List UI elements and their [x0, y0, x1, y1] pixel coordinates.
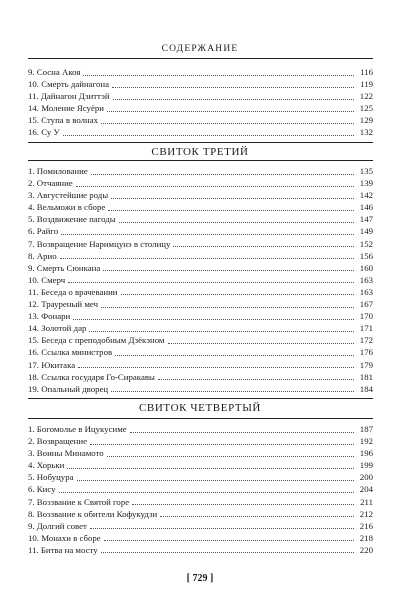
dot-leader	[78, 367, 354, 368]
toc-entry-title: 17. Юкитака	[28, 359, 76, 370]
toc-entry-title: 9. Смерть Сюнкана	[28, 262, 101, 273]
toc-entry	[28, 383, 373, 395]
dot-leader	[101, 552, 354, 553]
section-heading-scroll-three: СВИТОК ТРЕТИЙ	[151, 146, 249, 158]
toc-entry-page: 170	[359, 311, 373, 322]
dot-leader	[63, 135, 354, 136]
dot-leader	[112, 87, 354, 88]
dot-leader	[168, 343, 355, 344]
toc-entry	[28, 165, 373, 177]
toc-block-scroll-two	[28, 66, 373, 139]
dot-leader	[173, 246, 354, 247]
dot-leader	[119, 222, 354, 223]
section-heading-scroll-four: СВИТОК ЧЕТВЕРТЫЙ	[139, 402, 261, 414]
toc-entry-title: 2. Отчаяние	[28, 178, 73, 189]
toc-entry	[28, 435, 373, 447]
toc-entry-title: 18. Ссылка государя Го-Сиракавы	[28, 371, 155, 382]
toc-entry-page: 187	[359, 424, 373, 434]
toc-entry-title: 1. Помилование	[28, 166, 88, 176]
toc-entry	[28, 423, 373, 435]
toc-entry-page: 179	[359, 359, 373, 370]
toc-entry-title: 10. Монахи в сборе	[28, 532, 101, 543]
header-rule	[28, 58, 373, 59]
toc-entry	[28, 225, 373, 237]
toc-entry-page: 156	[359, 250, 373, 261]
toc-entry-title: 4. Хорьки	[28, 460, 65, 471]
toc-entry-page: 176	[359, 347, 373, 358]
section-heading-rule	[28, 160, 373, 161]
page-header: СОДЕРЖАНИЕ	[161, 44, 239, 54]
toc-entry-title: 3. Августейшие роды	[28, 190, 109, 201]
dot-leader	[83, 75, 354, 76]
toc-entry-page: 142	[359, 190, 373, 201]
toc-entry	[28, 346, 373, 358]
dot-leader	[90, 444, 354, 445]
toc-block-scroll-three	[28, 165, 373, 395]
toc-entry	[28, 114, 373, 126]
dot-leader	[77, 480, 355, 481]
page-number: [ 729 ]	[186, 573, 214, 584]
toc-entry	[28, 213, 373, 225]
dot-leader	[160, 516, 354, 517]
toc-entry	[28, 471, 373, 483]
dot-leader	[76, 186, 354, 187]
toc-entry-title: 9. Сосна Акоя	[28, 67, 81, 77]
toc-entry-page: 139	[359, 178, 373, 189]
toc-entry-page: 196	[359, 448, 373, 459]
section-divider	[28, 398, 373, 399]
toc-entry	[28, 66, 373, 78]
toc-entry-title: 4. Вельможи в сборе	[28, 202, 106, 213]
toc-entry	[28, 274, 373, 286]
toc-entry-title: 2. Возвращение	[28, 436, 87, 447]
toc-entry	[28, 250, 373, 262]
dot-leader	[107, 111, 354, 112]
toc-entry	[28, 532, 373, 544]
dot-leader	[89, 331, 354, 332]
toc-entry-page: 132	[359, 127, 373, 138]
dot-leader	[111, 391, 354, 392]
toc-entry	[28, 286, 373, 298]
toc-entry-title: 3. Воины Минамото	[28, 448, 104, 459]
dot-leader	[73, 319, 354, 320]
toc-entry-title: 13. Фонари	[28, 311, 71, 322]
toc-entry	[28, 189, 373, 201]
toc-entry-title: 10. Смерч	[28, 274, 66, 285]
dot-leader	[91, 174, 354, 175]
toc-entry-page: 135	[359, 166, 373, 176]
toc-entry-title: 11. Дайнагон Дзиттэй	[28, 91, 110, 102]
dot-leader	[101, 307, 354, 308]
toc-entry	[28, 238, 373, 250]
dot-leader	[115, 355, 354, 356]
toc-entry-page: 129	[359, 115, 373, 126]
toc-entry	[28, 483, 373, 495]
toc-entry-title: 5. Нобуцура	[28, 472, 74, 483]
dot-leader	[68, 282, 354, 283]
toc-entry-page: 216	[359, 520, 373, 531]
toc-entry-page: 212	[359, 508, 373, 519]
toc-entry-title: 14. Золотой дар	[28, 323, 87, 334]
toc-entry-title: 7. Возвращение Наримцунэ в столицу	[28, 238, 171, 249]
dot-leader	[104, 540, 354, 541]
dot-leader	[59, 492, 354, 493]
dot-leader	[90, 528, 354, 529]
toc-entry	[28, 262, 373, 274]
toc-entry-title: 16. Су У	[28, 127, 60, 138]
toc-entry-title: 6. Кису	[28, 484, 56, 495]
toc-entry	[28, 126, 373, 138]
toc-entry	[28, 371, 373, 383]
toc-entry	[28, 496, 373, 508]
toc-entry	[28, 298, 373, 310]
dot-leader	[60, 258, 354, 259]
toc-entry-page: 199	[359, 460, 373, 471]
toc-entry-page: 204	[359, 484, 373, 495]
toc-entry-page: 163	[359, 274, 373, 285]
toc-entry-page: 218	[359, 532, 373, 543]
section-divider	[28, 142, 373, 143]
toc-entry-title: 1. Богомолье в Ицукусиме	[28, 424, 127, 434]
toc-entry-page: 146	[359, 202, 373, 213]
toc-entry-title: 14. Моление Ясуёри	[28, 103, 104, 114]
toc-entry-page: 125	[359, 103, 373, 114]
toc-entry-title: 5. Воздвижение пагоды	[28, 214, 116, 225]
toc-block-scroll-four	[28, 423, 373, 556]
toc-entry	[28, 447, 373, 459]
toc-entry-page: 119	[360, 79, 373, 90]
toc-entry	[28, 359, 373, 371]
dot-leader	[158, 379, 354, 380]
toc-entry-title: 12. Трауреный меч	[28, 299, 98, 310]
toc-entry-page: 181	[359, 371, 373, 382]
toc-entry-title: 10. Смерть дайнагона	[28, 79, 109, 90]
toc-entry	[28, 78, 373, 90]
toc-entry-page: 184	[359, 383, 373, 394]
toc-entry-page: 200	[359, 472, 373, 483]
dot-leader	[113, 99, 354, 100]
dot-leader	[67, 468, 354, 469]
toc-entry-page: 160	[359, 262, 373, 273]
dot-leader	[130, 432, 354, 433]
dot-leader	[61, 234, 354, 235]
section-heading-rule	[28, 418, 373, 419]
toc-entry-title: 11. Битва на мосту	[28, 544, 98, 555]
toc-entry-title: 16. Ссылка министров	[28, 347, 113, 358]
toc-entry-page: 192	[359, 436, 373, 447]
dot-leader	[121, 294, 354, 295]
dot-leader	[103, 270, 354, 271]
toc-entry	[28, 201, 373, 213]
dot-leader	[111, 198, 354, 199]
toc-entry	[28, 508, 373, 520]
toc-entry-page: 152	[359, 238, 373, 249]
toc-entry-page: 220	[359, 544, 373, 555]
toc-entry	[28, 102, 373, 114]
toc-entry-title: 7. Воззвание к Святой горе	[28, 496, 130, 507]
toc-entry-title: 6. Райго	[28, 226, 59, 237]
toc-entry-title: 15. Беседа с преподобным Дзёкэном	[28, 335, 165, 346]
toc-entry	[28, 322, 373, 334]
toc-entry-page: 211	[360, 496, 373, 507]
toc-entry-title: 19. Опальный дворец	[28, 383, 109, 394]
toc-entry-page: 149	[359, 226, 373, 237]
toc-entry	[28, 334, 373, 346]
toc-entry-page: 116	[360, 67, 373, 77]
toc-entry-title: 11. Беседа о врачевании	[28, 286, 118, 297]
dot-leader	[108, 210, 354, 211]
toc-entry-page: 172	[359, 335, 373, 346]
toc-entry-title: 9. Долгий совет	[28, 520, 87, 531]
dot-leader	[132, 504, 354, 505]
toc-entry-page: 147	[359, 214, 373, 225]
dot-leader	[107, 456, 354, 457]
toc-entry-title: 8. Арио	[28, 250, 57, 261]
toc-entry-page: 171	[359, 323, 373, 334]
toc-entry	[28, 310, 373, 322]
toc-entry-title: 15. Ступа в волнах	[28, 115, 99, 126]
toc-entry	[28, 90, 373, 102]
toc-entry	[28, 544, 373, 556]
toc-entry-page: 167	[359, 299, 373, 310]
toc-entry	[28, 520, 373, 532]
toc-entry-title: 8. Воззвание к обители Кофукудзи	[28, 508, 158, 519]
toc-entry-page: 163	[359, 286, 373, 297]
toc-entry	[28, 459, 373, 471]
dot-leader	[101, 123, 354, 124]
toc-entry-page: 122	[359, 91, 373, 102]
toc-entry	[28, 177, 373, 189]
